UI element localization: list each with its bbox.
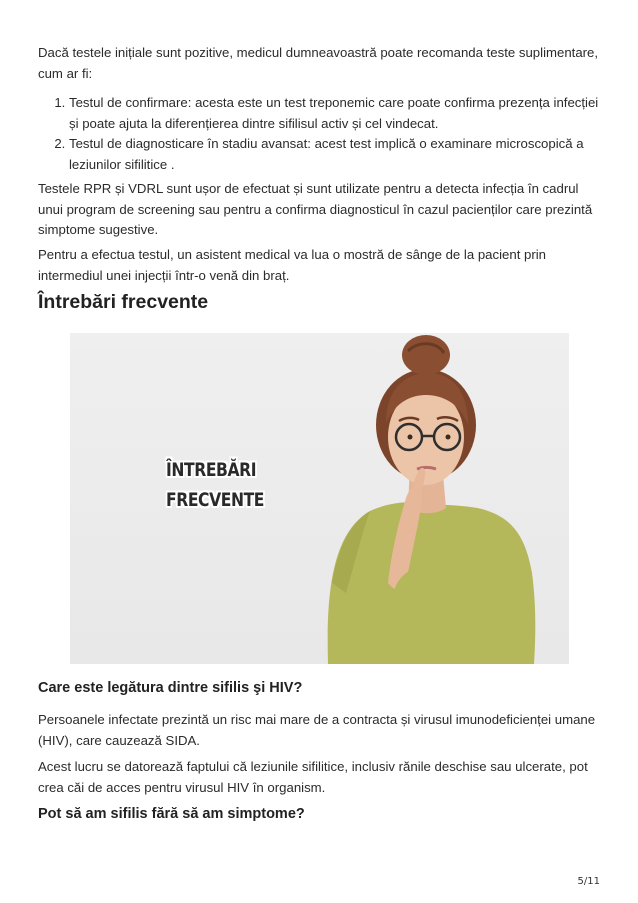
answer-paragraph: Acest lucru se datorează faptului că leziunile sifilitice, inclusiv rănile deschise sau ulcerate, pot crea căi de acces pentru virusul HIV în organism. [38, 759, 588, 795]
question-heading: Pot să am sifilis fără să am simptome? [38, 806, 305, 822]
image-caption-line: ÎNTREBĂRI [166, 459, 257, 481]
answer-paragraph: Persoanele infectate prezintă un risc mai mare de a contracta și virusul imunodeficienței umane (HIV), care cauzează SIDA. [38, 712, 596, 748]
page-number: 5/11 [577, 876, 600, 887]
image-caption-line: FRECVENTE [166, 489, 265, 511]
faq-heading: Întrebări frecvente [38, 291, 209, 313]
tests-list [38, 93, 604, 175]
intro-paragraph: Dacă testele inițiale sunt pozitive, medicul dumneavoastră poate recomanda teste suplimentare, cum ar fi: [38, 45, 599, 81]
list-item: 1. Testul de confirmare: acesta este un test treponemic care poate confirma prezența infecției și poate ajuta la diferențierea dintre sifilisul activ și cel vindecat. [69, 93, 604, 134]
rpr-paragraph: Testele RPR și VDRL sunt ușor de efectuat și sunt utilizate pentru a detecta infecția în cadrul unui program de screening sau pentru a confirma diagnosticul în cazul pacienților care prezintă simptome sugestive. [38, 181, 593, 237]
question-heading: Care este legătura dintre sifilis şi HIV? [38, 680, 303, 696]
faq-illustration [70, 333, 569, 664]
test-paragraph: Pentru a efectua testul, un asistent medical va lua o mostră de sânge de la pacient prin intermediul unei injecții într-o venă din braț. [38, 247, 547, 283]
thinking-woman-illustration [70, 333, 569, 664]
list-item: 2. Testul de diagnosticare în stadiu avansat: acest test implică o examinare microscopică a leziunilor sifilitice . [69, 134, 604, 175]
